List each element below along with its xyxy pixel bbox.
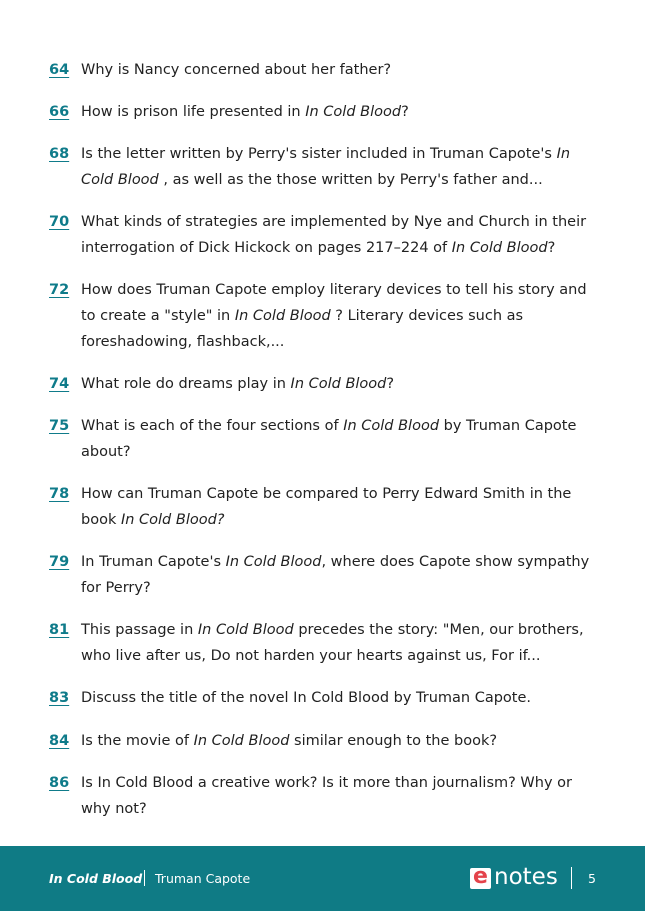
question-text-segment: Is In Cold Blood a creative work? Is it more than journalism? Why or why not?	[81, 775, 572, 817]
question-text	[81, 549, 601, 601]
question-text-segment: ?	[547, 240, 556, 256]
question-page-link[interactable]: 75	[49, 418, 70, 434]
footer-book-title: In Cold Blood	[49, 871, 143, 886]
enotes-logo-text: notes	[494, 864, 558, 890]
question-text	[81, 99, 601, 125]
question-text-segment: , as well as the those written by Perry's father and...	[158, 172, 543, 188]
question-text-segment: similar enough to the book?	[289, 733, 498, 749]
question-page-link[interactable]: 68	[49, 146, 70, 162]
question-page-link[interactable]: 66	[49, 104, 70, 120]
footer-divider	[144, 870, 145, 886]
question-text-segment: ?	[386, 376, 395, 392]
book-title-italic: In Cold Blood	[197, 622, 294, 638]
page-number: 5	[588, 871, 596, 886]
question-text	[81, 413, 601, 465]
question-text	[81, 728, 601, 754]
book-title-italic: In Cold Blood	[81, 146, 571, 188]
question-text	[81, 371, 601, 397]
question-page-link[interactable]: 64	[49, 62, 70, 78]
question-text-segment: ?	[401, 104, 409, 120]
question-page-link[interactable]: 78	[49, 486, 70, 502]
question-text	[81, 770, 601, 822]
footer-author: Truman Capote	[155, 871, 251, 886]
question-text-segment: Is the letter written by Perry's sister included in Truman Capote's	[81, 146, 557, 162]
question-page-link[interactable]: 81	[49, 622, 70, 638]
book-title-italic: In Cold Blood?	[120, 512, 225, 528]
question-text-segment: Discuss the title of the novel In Cold Blood by Truman Capote.	[81, 690, 532, 706]
question-text-segment: How is prison life presented in	[81, 104, 306, 120]
question-page-link[interactable]: 84	[49, 733, 70, 749]
question-text	[81, 209, 601, 261]
question-page-link[interactable]: 74	[49, 376, 70, 392]
book-title-italic: In Cold Blood	[305, 104, 402, 120]
question-text-segment: What is each of the four sections of	[81, 418, 344, 434]
question-text-segment: How does Truman Capote employ literary devices to tell his story and to create a "style" in	[81, 282, 587, 324]
question-text-segment: , where does Capote show sympathy for Perry?	[81, 554, 590, 596]
question-page-link[interactable]: 79	[49, 554, 70, 570]
book-title-italic: In Cold Blood	[234, 308, 331, 324]
question-page-link[interactable]: 72	[49, 282, 70, 298]
book-title-italic: In Cold Blood	[193, 733, 290, 749]
book-title-italic: In Cold Blood	[290, 376, 387, 392]
question-text	[81, 617, 601, 669]
question-text	[81, 481, 601, 533]
question-text-segment: by Truman Capote about?	[81, 418, 577, 460]
enotes-logo-icon: e	[470, 868, 491, 889]
question-page-link[interactable]: 70	[49, 214, 70, 230]
page-footer	[0, 846, 645, 911]
question-text-segment: ? Literary devices such as foreshadowing, flashback,...	[81, 308, 524, 350]
question-text-segment: Why is Nancy concerned about her father?	[81, 62, 392, 78]
question-text	[81, 685, 601, 711]
footer-divider	[571, 867, 572, 889]
question-text-segment: How can Truman Capote be compared to Perry Edward Smith in the book	[81, 486, 572, 528]
book-title-italic: In Cold Blood	[343, 418, 440, 434]
book-title-italic: In Cold Blood	[225, 554, 322, 570]
question-text-segment: What kinds of strategies are implemented by Nye and Church in their interrogation of Dick Hickock on pages 217–224 of	[81, 214, 587, 256]
question-text-segment: Is the movie of	[81, 733, 194, 749]
question-text	[81, 141, 601, 193]
question-page-link[interactable]: 86	[49, 775, 70, 791]
question-text-segment: What role do dreams play in	[81, 376, 291, 392]
question-text-segment: This passage in	[81, 622, 198, 638]
book-title-italic: In Cold Blood	[451, 240, 548, 256]
question-text	[81, 57, 601, 83]
question-text	[81, 277, 601, 355]
question-text-segment: In Truman Capote's	[81, 554, 226, 570]
question-page-link[interactable]: 83	[49, 690, 70, 706]
question-text-segment: precedes the story: "Men, our brothers, who live after us, Do not harden your hearts against us, For if...	[81, 622, 584, 664]
